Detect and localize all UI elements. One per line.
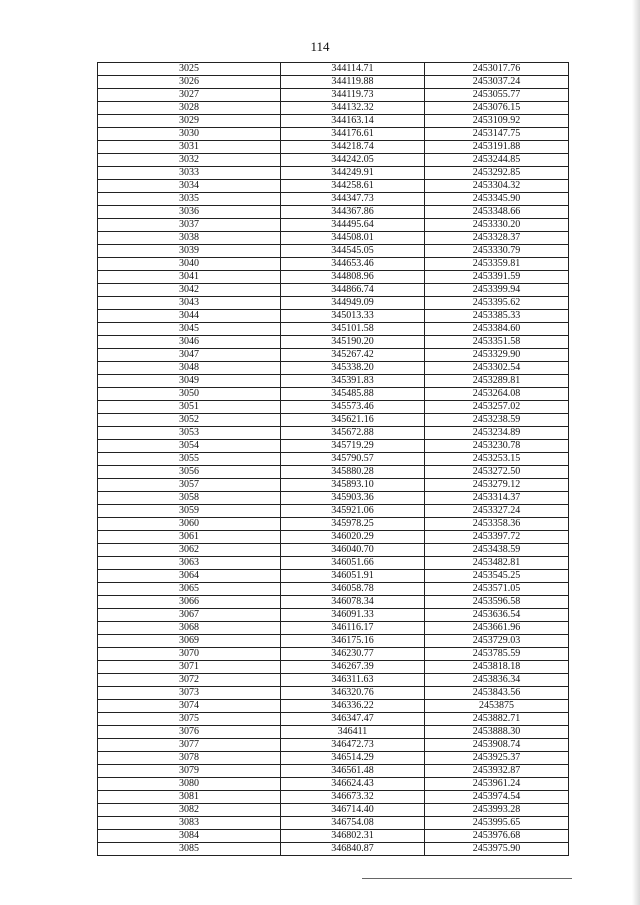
x-coordinate-cell: 344495.64 — [281, 219, 425, 232]
table-row — [98, 739, 569, 752]
y-coordinate-cell: 2453017.76 — [425, 63, 569, 76]
table-row — [98, 492, 569, 505]
point-number-cell: 3071 — [98, 661, 281, 674]
point-number-cell: 3070 — [98, 648, 281, 661]
y-coordinate-cell: 2453238.59 — [425, 414, 569, 427]
y-coordinate-cell: 2453785.59 — [425, 648, 569, 661]
point-number-cell: 3048 — [98, 362, 281, 375]
table-row — [98, 765, 569, 778]
y-coordinate-cell: 2453818.18 — [425, 661, 569, 674]
table-row — [98, 713, 569, 726]
point-number-cell: 3054 — [98, 440, 281, 453]
table-row — [98, 804, 569, 817]
point-number-cell: 3028 — [98, 102, 281, 115]
x-coordinate-cell: 344176.61 — [281, 128, 425, 141]
table-row — [98, 687, 569, 700]
x-coordinate-cell: 345880.28 — [281, 466, 425, 479]
y-coordinate-cell: 2453843.56 — [425, 687, 569, 700]
point-number-cell: 3033 — [98, 167, 281, 180]
y-coordinate-cell: 2453328.37 — [425, 232, 569, 245]
y-coordinate-cell: 2453191.88 — [425, 141, 569, 154]
table-row — [98, 180, 569, 193]
table-row — [98, 466, 569, 479]
y-coordinate-cell: 2453399.94 — [425, 284, 569, 297]
point-number-cell: 3075 — [98, 713, 281, 726]
table-row — [98, 167, 569, 180]
y-coordinate-cell: 2453384.60 — [425, 323, 569, 336]
point-number-cell: 3036 — [98, 206, 281, 219]
x-coordinate-cell: 344218.74 — [281, 141, 425, 154]
point-number-cell: 3068 — [98, 622, 281, 635]
x-coordinate-cell: 346051.91 — [281, 570, 425, 583]
table-row — [98, 648, 569, 661]
y-coordinate-cell: 2453292.85 — [425, 167, 569, 180]
point-number-cell: 3085 — [98, 843, 281, 856]
point-number-cell: 3037 — [98, 219, 281, 232]
y-coordinate-cell: 2453395.62 — [425, 297, 569, 310]
x-coordinate-cell: 346020.29 — [281, 531, 425, 544]
y-coordinate-cell: 2453055.77 — [425, 89, 569, 102]
point-number-cell: 3074 — [98, 700, 281, 713]
y-coordinate-cell: 2453272.50 — [425, 466, 569, 479]
y-coordinate-cell: 2453147.75 — [425, 128, 569, 141]
y-coordinate-cell: 2453729.03 — [425, 635, 569, 648]
point-number-cell: 3067 — [98, 609, 281, 622]
x-coordinate-cell: 344242.05 — [281, 154, 425, 167]
x-coordinate-cell: 345573.46 — [281, 401, 425, 414]
point-number-cell: 3051 — [98, 401, 281, 414]
x-coordinate-cell: 346840.87 — [281, 843, 425, 856]
point-number-cell: 3079 — [98, 765, 281, 778]
coordinates-table — [97, 62, 569, 856]
x-coordinate-cell: 346754.08 — [281, 817, 425, 830]
table-row — [98, 284, 569, 297]
y-coordinate-cell: 2453438.59 — [425, 544, 569, 557]
x-coordinate-cell: 346347.47 — [281, 713, 425, 726]
x-coordinate-cell: 346078.34 — [281, 596, 425, 609]
x-coordinate-cell: 345338.20 — [281, 362, 425, 375]
y-coordinate-cell: 2453545.25 — [425, 570, 569, 583]
x-coordinate-cell: 344653.46 — [281, 258, 425, 271]
point-number-cell: 3061 — [98, 531, 281, 544]
point-number-cell: 3032 — [98, 154, 281, 167]
x-coordinate-cell: 345921.06 — [281, 505, 425, 518]
x-coordinate-cell: 346673.32 — [281, 791, 425, 804]
x-coordinate-cell: 345485.88 — [281, 388, 425, 401]
y-coordinate-cell: 2453571.05 — [425, 583, 569, 596]
y-coordinate-cell: 2453327.24 — [425, 505, 569, 518]
x-coordinate-cell: 344866.74 — [281, 284, 425, 297]
x-coordinate-cell: 346514.29 — [281, 752, 425, 765]
y-coordinate-cell: 2453279.12 — [425, 479, 569, 492]
point-number-cell: 3064 — [98, 570, 281, 583]
table-row — [98, 232, 569, 245]
x-coordinate-cell: 344347.73 — [281, 193, 425, 206]
table-row — [98, 505, 569, 518]
y-coordinate-cell: 2453993.28 — [425, 804, 569, 817]
point-number-cell: 3026 — [98, 76, 281, 89]
x-coordinate-cell: 345893.10 — [281, 479, 425, 492]
x-coordinate-cell: 345621.16 — [281, 414, 425, 427]
y-coordinate-cell: 2453932.87 — [425, 765, 569, 778]
point-number-cell: 3038 — [98, 232, 281, 245]
y-coordinate-cell: 2453230.78 — [425, 440, 569, 453]
point-number-cell: 3065 — [98, 583, 281, 596]
y-coordinate-cell: 2453358.36 — [425, 518, 569, 531]
x-coordinate-cell: 346267.39 — [281, 661, 425, 674]
x-coordinate-cell: 346091.33 — [281, 609, 425, 622]
x-coordinate-cell: 345190.20 — [281, 336, 425, 349]
x-coordinate-cell: 346336.22 — [281, 700, 425, 713]
table-row — [98, 609, 569, 622]
point-number-cell: 3039 — [98, 245, 281, 258]
point-number-cell: 3046 — [98, 336, 281, 349]
table-row — [98, 193, 569, 206]
x-coordinate-cell: 344119.88 — [281, 76, 425, 89]
table-row — [98, 440, 569, 453]
table-row — [98, 115, 569, 128]
y-coordinate-cell: 2453329.90 — [425, 349, 569, 362]
y-coordinate-cell: 2453234.89 — [425, 427, 569, 440]
point-number-cell: 3047 — [98, 349, 281, 362]
y-coordinate-cell: 2453482.81 — [425, 557, 569, 570]
x-coordinate-cell: 346561.48 — [281, 765, 425, 778]
table-row — [98, 674, 569, 687]
table-row — [98, 154, 569, 167]
table-row — [98, 141, 569, 154]
y-coordinate-cell: 2453391.59 — [425, 271, 569, 284]
table-row — [98, 401, 569, 414]
x-coordinate-cell: 346230.77 — [281, 648, 425, 661]
point-number-cell: 3059 — [98, 505, 281, 518]
point-number-cell: 3066 — [98, 596, 281, 609]
x-coordinate-cell: 346175.16 — [281, 635, 425, 648]
y-coordinate-cell: 2453257.02 — [425, 401, 569, 414]
point-number-cell: 3049 — [98, 375, 281, 388]
table-row — [98, 583, 569, 596]
y-coordinate-cell: 2453596.58 — [425, 596, 569, 609]
x-coordinate-cell: 344249.91 — [281, 167, 425, 180]
table-row — [98, 206, 569, 219]
x-coordinate-cell: 344367.86 — [281, 206, 425, 219]
table-row — [98, 635, 569, 648]
point-number-cell: 3072 — [98, 674, 281, 687]
table-row — [98, 258, 569, 271]
table-row — [98, 375, 569, 388]
table-row — [98, 544, 569, 557]
y-coordinate-cell: 2453976.68 — [425, 830, 569, 843]
x-coordinate-cell: 344163.14 — [281, 115, 425, 128]
point-number-cell: 3083 — [98, 817, 281, 830]
x-coordinate-cell: 346311.63 — [281, 674, 425, 687]
point-number-cell: 3060 — [98, 518, 281, 531]
point-number-cell: 3034 — [98, 180, 281, 193]
bottom-divider — [362, 878, 572, 879]
x-coordinate-cell: 345672.88 — [281, 427, 425, 440]
table-row — [98, 843, 569, 856]
coordinates-table-body — [98, 63, 569, 856]
x-coordinate-cell: 345101.58 — [281, 323, 425, 336]
table-row — [98, 349, 569, 362]
y-coordinate-cell: 2453314.37 — [425, 492, 569, 505]
x-coordinate-cell: 345903.36 — [281, 492, 425, 505]
point-number-cell: 3029 — [98, 115, 281, 128]
table-row — [98, 791, 569, 804]
point-number-cell: 3052 — [98, 414, 281, 427]
table-row — [98, 570, 569, 583]
table-row — [98, 453, 569, 466]
table-row — [98, 557, 569, 570]
y-coordinate-cell: 2453888.30 — [425, 726, 569, 739]
point-number-cell: 3041 — [98, 271, 281, 284]
x-coordinate-cell: 345978.25 — [281, 518, 425, 531]
y-coordinate-cell: 2453076.15 — [425, 102, 569, 115]
table-row — [98, 518, 569, 531]
table-row — [98, 76, 569, 89]
point-number-cell: 3025 — [98, 63, 281, 76]
y-coordinate-cell: 2453109.92 — [425, 115, 569, 128]
y-coordinate-cell: 2453385.33 — [425, 310, 569, 323]
y-coordinate-cell: 2453836.34 — [425, 674, 569, 687]
x-coordinate-cell: 346802.31 — [281, 830, 425, 843]
x-coordinate-cell: 345391.83 — [281, 375, 425, 388]
table-row — [98, 310, 569, 323]
point-number-cell: 3078 — [98, 752, 281, 765]
y-coordinate-cell: 2453661.96 — [425, 622, 569, 635]
point-number-cell: 3053 — [98, 427, 281, 440]
x-coordinate-cell: 344808.96 — [281, 271, 425, 284]
x-coordinate-cell: 345267.42 — [281, 349, 425, 362]
table-row — [98, 128, 569, 141]
point-number-cell: 3077 — [98, 739, 281, 752]
y-coordinate-cell: 2453351.58 — [425, 336, 569, 349]
table-row — [98, 830, 569, 843]
x-coordinate-cell: 344132.32 — [281, 102, 425, 115]
page-number: 114 — [310, 39, 330, 54]
y-coordinate-cell: 2453636.54 — [425, 609, 569, 622]
x-coordinate-cell: 345013.33 — [281, 310, 425, 323]
x-coordinate-cell: 344508.01 — [281, 232, 425, 245]
point-number-cell: 3073 — [98, 687, 281, 700]
table-row — [98, 726, 569, 739]
x-coordinate-cell: 344949.09 — [281, 297, 425, 310]
table-row — [98, 271, 569, 284]
point-number-cell: 3055 — [98, 453, 281, 466]
table-row — [98, 479, 569, 492]
point-number-cell: 3084 — [98, 830, 281, 843]
table-row — [98, 596, 569, 609]
y-coordinate-cell: 2453264.08 — [425, 388, 569, 401]
table-row — [98, 752, 569, 765]
y-coordinate-cell: 2453302.54 — [425, 362, 569, 375]
point-number-cell: 3063 — [98, 557, 281, 570]
point-number-cell: 3057 — [98, 479, 281, 492]
point-number-cell: 3027 — [98, 89, 281, 102]
table-row — [98, 622, 569, 635]
x-coordinate-cell: 346411 — [281, 726, 425, 739]
table-row — [98, 661, 569, 674]
y-coordinate-cell: 2453961.24 — [425, 778, 569, 791]
table-row — [98, 427, 569, 440]
y-coordinate-cell: 2453359.81 — [425, 258, 569, 271]
y-coordinate-cell: 2453908.74 — [425, 739, 569, 752]
table-row — [98, 63, 569, 76]
y-coordinate-cell: 2453253.15 — [425, 453, 569, 466]
y-coordinate-cell: 2453244.85 — [425, 154, 569, 167]
table-row — [98, 297, 569, 310]
y-coordinate-cell: 2453037.24 — [425, 76, 569, 89]
table-row — [98, 245, 569, 258]
scan-edge-shadow — [632, 0, 640, 905]
y-coordinate-cell: 2453995.65 — [425, 817, 569, 830]
x-coordinate-cell: 346116.17 — [281, 622, 425, 635]
point-number-cell: 3080 — [98, 778, 281, 791]
x-coordinate-cell: 344545.05 — [281, 245, 425, 258]
table-row — [98, 414, 569, 427]
x-coordinate-cell: 346051.66 — [281, 557, 425, 570]
y-coordinate-cell: 2453330.20 — [425, 219, 569, 232]
x-coordinate-cell: 346472.73 — [281, 739, 425, 752]
point-number-cell: 3044 — [98, 310, 281, 323]
point-number-cell: 3043 — [98, 297, 281, 310]
table-row — [98, 89, 569, 102]
x-coordinate-cell: 346714.40 — [281, 804, 425, 817]
x-coordinate-cell: 346320.76 — [281, 687, 425, 700]
y-coordinate-cell: 2453875 — [425, 700, 569, 713]
x-coordinate-cell: 346058.78 — [281, 583, 425, 596]
table-row — [98, 388, 569, 401]
point-number-cell: 3081 — [98, 791, 281, 804]
table-row — [98, 323, 569, 336]
point-number-cell: 3040 — [98, 258, 281, 271]
table-row — [98, 700, 569, 713]
table-row — [98, 102, 569, 115]
x-coordinate-cell: 344114.71 — [281, 63, 425, 76]
y-coordinate-cell: 2453289.81 — [425, 375, 569, 388]
point-number-cell: 3030 — [98, 128, 281, 141]
point-number-cell: 3058 — [98, 492, 281, 505]
table-row — [98, 362, 569, 375]
y-coordinate-cell: 2453882.71 — [425, 713, 569, 726]
y-coordinate-cell: 2453348.66 — [425, 206, 569, 219]
point-number-cell: 3045 — [98, 323, 281, 336]
point-number-cell: 3050 — [98, 388, 281, 401]
table-row — [98, 219, 569, 232]
point-number-cell: 3069 — [98, 635, 281, 648]
table-row — [98, 778, 569, 791]
point-number-cell: 3031 — [98, 141, 281, 154]
y-coordinate-cell: 2453304.32 — [425, 180, 569, 193]
point-number-cell: 3042 — [98, 284, 281, 297]
y-coordinate-cell: 2453330.79 — [425, 245, 569, 258]
table-row — [98, 817, 569, 830]
table-row — [98, 531, 569, 544]
x-coordinate-cell: 346624.43 — [281, 778, 425, 791]
point-number-cell: 3082 — [98, 804, 281, 817]
x-coordinate-cell: 346040.70 — [281, 544, 425, 557]
point-number-cell: 3035 — [98, 193, 281, 206]
y-coordinate-cell: 2453397.72 — [425, 531, 569, 544]
y-coordinate-cell: 2453974.54 — [425, 791, 569, 804]
x-coordinate-cell: 344258.61 — [281, 180, 425, 193]
y-coordinate-cell: 2453925.37 — [425, 752, 569, 765]
x-coordinate-cell: 345719.29 — [281, 440, 425, 453]
y-coordinate-cell: 2453345.90 — [425, 193, 569, 206]
y-coordinate-cell: 2453975.90 — [425, 843, 569, 856]
point-number-cell: 3076 — [98, 726, 281, 739]
point-number-cell: 3062 — [98, 544, 281, 557]
table-row — [98, 336, 569, 349]
point-number-cell: 3056 — [98, 466, 281, 479]
x-coordinate-cell: 345790.57 — [281, 453, 425, 466]
x-coordinate-cell: 344119.73 — [281, 89, 425, 102]
